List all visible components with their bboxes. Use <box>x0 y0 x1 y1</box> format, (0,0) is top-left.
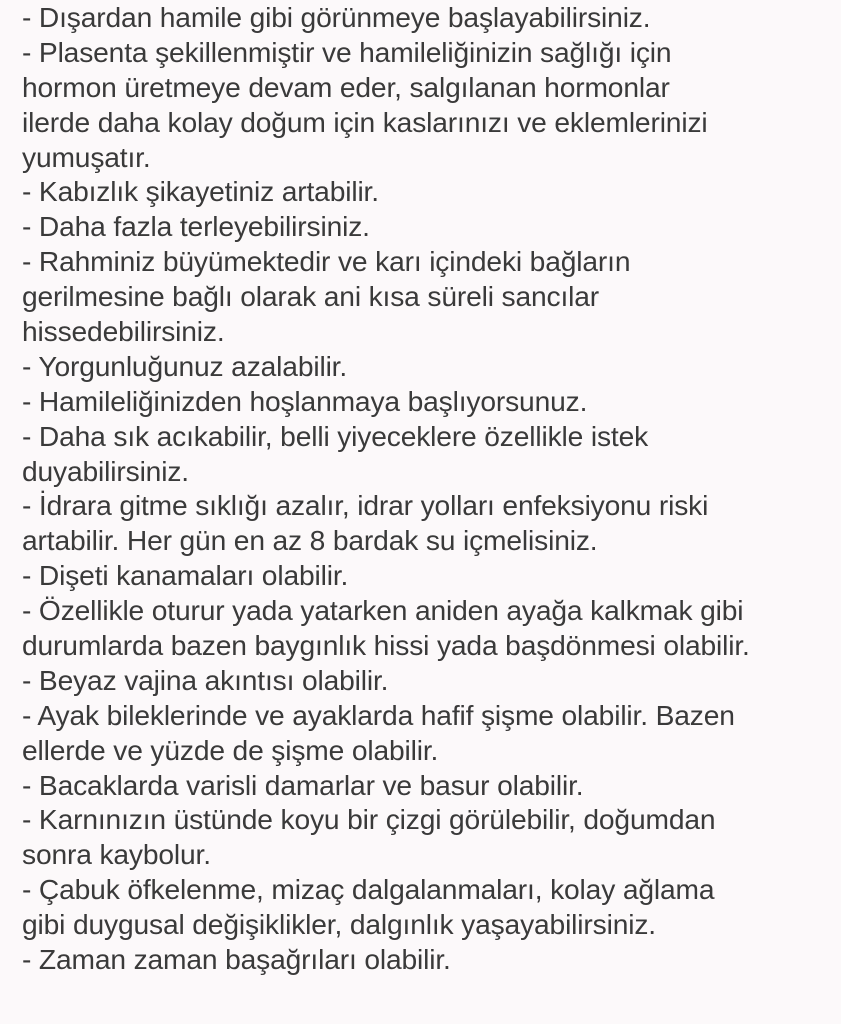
document-text <box>22 0 837 977</box>
text-line: - Dişeti kanamaları olabilir. <box>22 559 349 592</box>
text-line: - Ayak bileklerinde ve ayaklarda hafif şişme olabilir. Bazen <box>22 698 735 731</box>
text-line: hissedebilirsiniz. <box>22 315 225 348</box>
text-line: duyabilirsiniz. <box>22 454 189 487</box>
text-line: - Yorgunluğunuz azalabilir. <box>22 349 348 382</box>
text-line: gerilmesine bağlı olarak ani kısa süreli sancılar <box>22 280 600 313</box>
text-line: - Dışardan hamile gibi görünmeye başlayabilirsiniz. <box>22 1 651 33</box>
text-line: - Özellikle oturur yada yatarken aniden ayağa kalkmak gibi <box>22 594 744 627</box>
text-line: sonra kaybolur. <box>22 838 211 871</box>
text-line: yumuşatır. <box>22 140 151 173</box>
text-line: hormon üretmeye devam eder, salgılanan hormonlar <box>22 70 670 103</box>
text-line: durumlarda bazen baygınlık hissi yada başdönmesi olabilir. <box>22 629 750 662</box>
text-line: - Kabızlık şikayetiniz artabilir. <box>22 175 379 208</box>
text-line: ellerde ve yüzde de şişme olabilir. <box>22 733 439 766</box>
text-line: - Zaman zaman başağrıları olabilir. <box>22 943 451 976</box>
text-line: - Hamileliğinizden hoşlanmaya başlıyorsunuz. <box>22 384 588 417</box>
text-line: - Rahminiz büyümektedir ve karı içindeki bağların <box>22 245 631 278</box>
text-line: gibi duygusal değişiklikler, dalgınlık yaşayabilirsiniz. <box>22 908 656 941</box>
text-line: ilerde daha kolay doğum için kaslarınızı ve eklemlerinizi <box>22 105 708 138</box>
text-line: artabilir. Her gün en az 8 bardak su içmelisiniz. <box>22 524 598 557</box>
text-line: - Bacaklarda varisli damarlar ve basur olabilir. <box>22 768 584 801</box>
text-line: - İdrara gitme sıklığı azalır, idrar yolları enfeksiyonu riski <box>22 489 709 522</box>
text-line: - Karnınızın üstünde koyu bir çizgi görülebilir, doğumdan <box>22 803 716 836</box>
text-line: - Beyaz vajina akıntısı olabilir. <box>22 663 389 696</box>
text-line: - Daha fazla terleyebilirsiniz. <box>22 210 370 243</box>
text-line: - Plasenta şekillenmiştir ve hamileliğinizin sağlığı için <box>22 35 672 68</box>
text-line: - Çabuk öfkelenme, mizaç dalgalanmaları, kolay ağlama <box>22 873 715 906</box>
text-line: - Daha sık acıkabilir, belli yiyeceklere özellikle istek <box>22 419 649 452</box>
